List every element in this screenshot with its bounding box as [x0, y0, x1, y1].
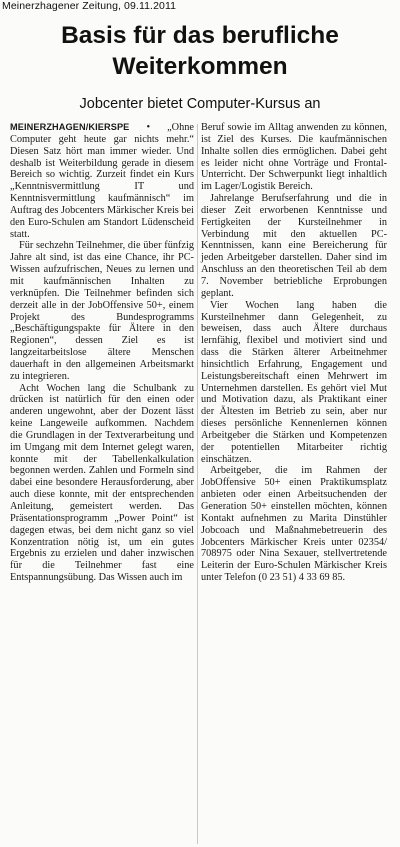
headline-line-1: Basis für das berufliche [61, 22, 339, 49]
paragraph: Jahrelange Berufserfahrung und die in dieser Zeit erworbenen Kenntnisse und Fertigkeiten der Kursteilnehmer in Verbindung mit den aktuellen PC-Kenntnissen, kann eine Bereicherung für jeden Arbeitgeber darstellen. Daher sind im Anschluss an den theoretischen Teil ab dem 7. November betriebliche Erprobungen geplant. [201, 193, 387, 299]
paragraph: Beruf sowie im Alltag anwenden zu können, ist Ziel des Kurses. Die kaufmännischen Inhalte sollen dies ermöglichen. Dabei geht es leider nicht ohne Vorträge und Frontal-Unterricht. Der Schwerpunkt liegt inhaltlich im Lager/Logistik Bereich. [201, 122, 387, 193]
article-column-1 [10, 122, 194, 584]
column-divider [197, 124, 198, 844]
paragraph: Acht Wochen lang die Schulbank zu drücken ist natürlich für den einen oder anderen ungewohnt, aber der Dozent lässt keine Langeweile aufkommen. Nachdem die Grundlagen in der Textverarbeitung und im Umgang mit dem Internet gelegt waren, konnte mit der Tabellenkalkulation begonnen werden. Zahlen und Formeln sind dabei eine besondere Herausforderung, aber auch diese konnte, mit der entsprechenden Anleitung, gemeistert werden. Das Präsentationsprogramm „Power Point“ ist dagegen etwas, bei dem nicht ganz so viel Konzentration nötig ist, um ein gutes Ergebnis zu erzielen und daher inzwischen für die Teilnehmer fast eine Entspannungsübung. Das Wissen auch im [10, 382, 194, 584]
source-line: Meinerzhagener Zeitung, 09.11.2011 [2, 0, 177, 12]
paragraph [10, 122, 194, 240]
subheadline: Jobcenter bietet Computer-Kursus an [79, 96, 321, 112]
paragraph: Arbeitgeber, die im Rahmen der JobOffensive 50+ einen Praktikumsplatz anbieten oder einen Arbeitsuchenden der Generation 50+ einstellen möchten, können Kontakt aufnehmen zu Marita Dinstühler Jobcoach und Maßnahmebetreuerin des Jobcenters Märkischer Kreis unter 02354/ 708975 oder Nina Sexauer, stellvertretende Leiterin der Euro-Schulen Märkischer Kreis unter Telefon (0 23 51) 4 33 69 85. [201, 465, 387, 584]
article-column-2 [201, 122, 387, 584]
headline [0, 20, 400, 82]
headline-line-2: Weiterkommen [112, 53, 288, 80]
paragraph: Vier Wochen lang haben die Kursteilnehmer dann Gelegenheit, zu beweisen, dass auch Ältere durchaus lernfähig, flexibel und motiviert sind und dass die Stärken älterer Arbeitnehmer hinsichtlich Erfahrung, Engagement und Leistungsbereitschaft einen Mehrwert im Unternehmen darstellen. Es gehört viel Mut und Motivation dazu, als Praktikant einer der Ältesten im Betrieb zu sein, aber nur dieses persönliche Kennenlernen können Arbeitgeber die Stärken und Kompetenzen der potentiellen Mitarbeiter richtig einschätzen. [201, 299, 387, 465]
dateline: MEINERZHAGEN/KIERSPE [10, 122, 130, 132]
paragraph: Für sechzehn Teilnehmer, die über fünfzig Jahre alt sind, ist das eine Chance, ihr PC-Wissen aufzufrischen, Neues zu lernen und mit kaufmännischen Inhalten zu verknüpfen. Die Teilnehmer befinden sich derzeit alle in der JobOffensive 50+, einem Projekt des Bundesprogramms „Beschäftigungspakte für Ältere in den Regionen“, dessen Ziel es ist langzeitarbeitslose ältere Menschen dauerhaft in den allgemeinen Arbeitsmarkt zu integrieren. [10, 240, 194, 382]
paragraph-text: • „Ohne Computer geht heute gar nichts mehr.“ Diesen Satz hört man immer wieder. Und deshalb ist Weiterbildung gerade in diesem Bereich so wichtig. Zurzeit findet ein Kurs „Kenntnisvermittlung IT und Kenntnisvermittlung kaufmännisch“ im Auftrag des Jobcenters Märkischer Kreis bei den Euro-Schulen am Standort Lüdenscheid statt. [10, 122, 194, 240]
